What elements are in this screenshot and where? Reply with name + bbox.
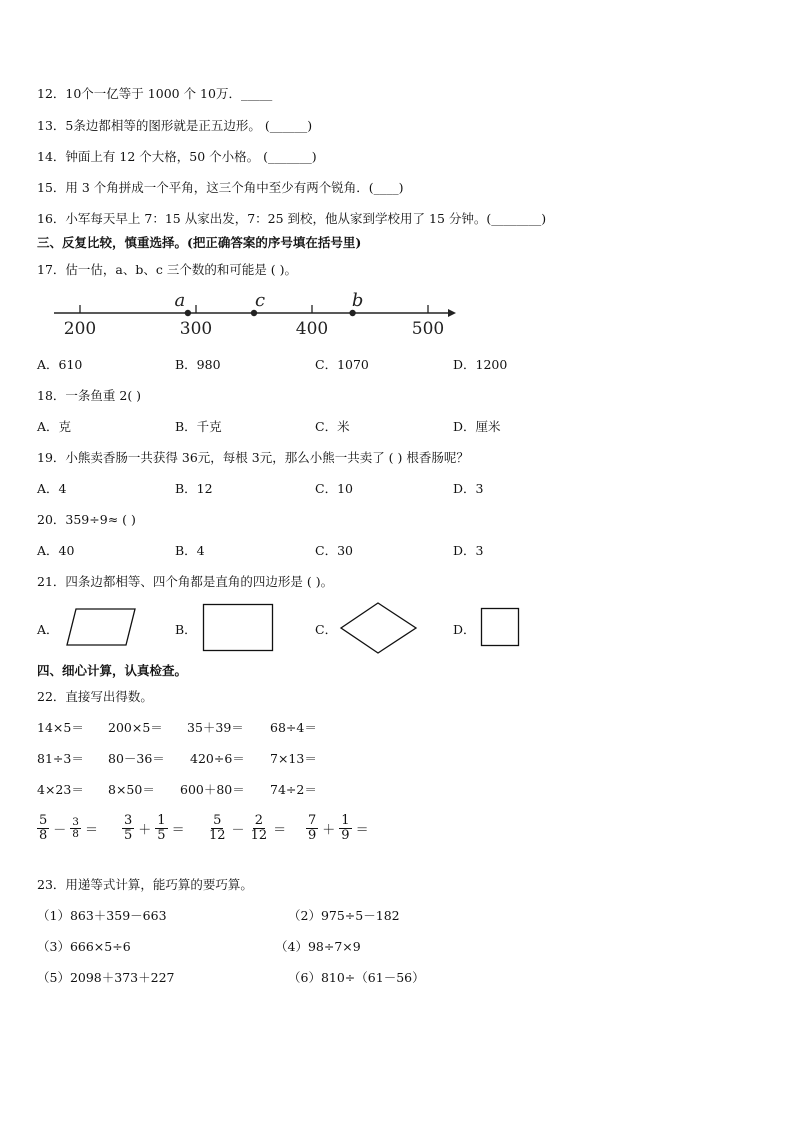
denominator: 9 — [341, 828, 350, 844]
numerator: 5 — [213, 813, 222, 828]
calc-item: 4×23＝ — [37, 782, 84, 797]
operator: － — [53, 823, 67, 839]
rhombus-shape[interactable] — [339, 601, 419, 655]
operator: ＋ — [322, 823, 336, 839]
denominator: 5 — [157, 828, 166, 844]
number-line-tick-label: 500 — [411, 319, 445, 339]
q18-option-c[interactable]: C．米 — [315, 419, 350, 434]
question-20-stem: 20．359÷9≈ ( ) — [37, 512, 136, 527]
numerator: 3 — [124, 813, 133, 828]
q17-option-b[interactable]: B．980 — [175, 357, 221, 372]
fraction-expression — [122, 814, 189, 844]
equals-sign: ＝ — [84, 823, 98, 839]
question-16: 16．小军每天早上 7：15 从家出发，7：25 到校，他从家到学校用了 15 分钟。(________) — [37, 211, 547, 226]
number-line-arrow — [448, 309, 456, 317]
number-line-point-label: b — [351, 290, 364, 311]
q21-option-d[interactable]: D． — [453, 622, 476, 637]
q18-option-a[interactable]: A．克 — [37, 419, 72, 434]
section-4-heading: 四、细心计算，认真检查。 — [37, 663, 188, 678]
denominator: 9 — [308, 828, 317, 844]
q21-option-a[interactable]: A． — [37, 622, 59, 637]
calc-item: 68÷4＝ — [270, 720, 317, 735]
q23-item-3: （3）666×5÷6 — [37, 939, 131, 954]
q17-option-a[interactable]: A．610 — [37, 357, 83, 372]
q23-item-4: （4）98÷7×9 — [275, 939, 361, 954]
denominator: 12 — [209, 828, 226, 844]
q23-item-6: （6）810÷（61－56） — [288, 970, 425, 985]
question-23-stem: 23．用递等式计算，能巧算的要巧算。 — [37, 877, 253, 892]
equals-sign: ＝ — [273, 823, 287, 839]
question-18-stem: 18．一条鱼重 2( ) — [37, 388, 142, 403]
numerator: 1 — [157, 813, 166, 828]
q20-option-a[interactable]: A．40 — [37, 543, 75, 558]
calc-item: 81÷3＝ — [37, 751, 84, 766]
calc-item: 8×50＝ — [108, 782, 155, 797]
q20-option-d[interactable]: D．3 — [453, 543, 484, 558]
fraction-expression — [207, 814, 290, 844]
square-shape[interactable] — [480, 607, 520, 647]
q17-option-d[interactable]: D．1200 — [453, 357, 508, 372]
calc-item: 35＋39＝ — [187, 720, 244, 735]
number-line-point-label: c — [254, 290, 266, 311]
q18-option-b[interactable]: B．千克 — [175, 419, 222, 434]
operator: ＋ — [138, 823, 152, 839]
q23-item-5: （5）2098＋373＋227 — [37, 970, 175, 985]
numerator: 1 — [341, 813, 350, 828]
q21-option-c[interactable]: C． — [315, 622, 338, 637]
fraction-expression — [306, 814, 373, 844]
calc-item: 74÷2＝ — [270, 782, 317, 797]
calc-item: 7×13＝ — [270, 751, 317, 766]
number-line-tick-label: 300 — [179, 319, 213, 339]
calc-item: 420÷6＝ — [190, 751, 245, 766]
numerator: 2 — [254, 813, 263, 828]
q18-option-d[interactable]: D．厘米 — [453, 419, 501, 434]
parallelogram-shape[interactable] — [64, 606, 138, 648]
question-19-stem: 19．小熊卖香肠一共获得 36元，每根 3元，那么小熊一共卖了 ( ) 根香肠呢？ — [37, 450, 469, 465]
number-line-point-a — [185, 310, 191, 316]
operator: － — [231, 823, 245, 839]
question-12: 12．10个一亿等于 1000 个 10万．_____ — [37, 86, 273, 101]
calc-item: 200×5＝ — [108, 720, 163, 735]
q23-item-1: （1）863＋359－663 — [37, 908, 167, 923]
numerator: 7 — [308, 813, 317, 828]
equals-sign: ＝ — [355, 823, 369, 839]
number-line — [50, 290, 460, 340]
numerator: 3 — [72, 815, 79, 828]
question-21-stem: 21．四条边都相等、四个角都是直角的四边形是 ( )。 — [37, 574, 334, 589]
q17-option-c[interactable]: C．1070 — [315, 357, 369, 372]
q19-option-d[interactable]: D．3 — [453, 481, 484, 496]
numerator: 5 — [39, 813, 48, 828]
q19-option-c[interactable]: C．10 — [315, 481, 353, 496]
calc-item: 80－36＝ — [108, 751, 165, 766]
equals-sign: ＝ — [171, 823, 185, 839]
calc-item: 600＋80＝ — [180, 782, 245, 797]
q19-option-b[interactable]: B．12 — [175, 481, 213, 496]
denominator: 8 — [39, 828, 48, 844]
question-13: 13．5条边都相等的图形就是正五边形。 (______) — [37, 118, 313, 133]
calc-item: 14×5＝ — [37, 720, 84, 735]
question-17-stem: 17．估一估，a、b、c 三个数的和可能是 ( )。 — [37, 262, 298, 277]
q21-option-b[interactable]: B． — [175, 622, 197, 637]
number-line-point-label: a — [174, 290, 186, 311]
q20-option-c[interactable]: C．30 — [315, 543, 353, 558]
q20-option-b[interactable]: B．4 — [175, 543, 205, 558]
q19-option-a[interactable]: A．4 — [37, 481, 67, 496]
number-line-tick-label: 200 — [63, 319, 97, 339]
denominator: 12 — [250, 828, 268, 844]
section-3-heading: 三、反复比较，慎重选择。(把正确答案的序号填在括号里) — [37, 235, 362, 250]
fraction-expression — [37, 814, 102, 844]
question-14: 14．钟面上有 12 个大格，50 个小格。 (_______) — [37, 149, 317, 164]
rectangle-shape[interactable] — [202, 603, 274, 653]
denominator: 8 — [72, 828, 79, 841]
question-15: 15．用 3 个角拼成一个平角，这三个角中至少有两个锐角．(____) — [37, 180, 404, 195]
question-22-stem: 22．直接写出得数。 — [37, 689, 153, 704]
q23-item-2: （2）975÷5－182 — [288, 908, 400, 923]
number-line-tick-label: 400 — [295, 319, 329, 339]
denominator: 5 — [124, 828, 133, 844]
